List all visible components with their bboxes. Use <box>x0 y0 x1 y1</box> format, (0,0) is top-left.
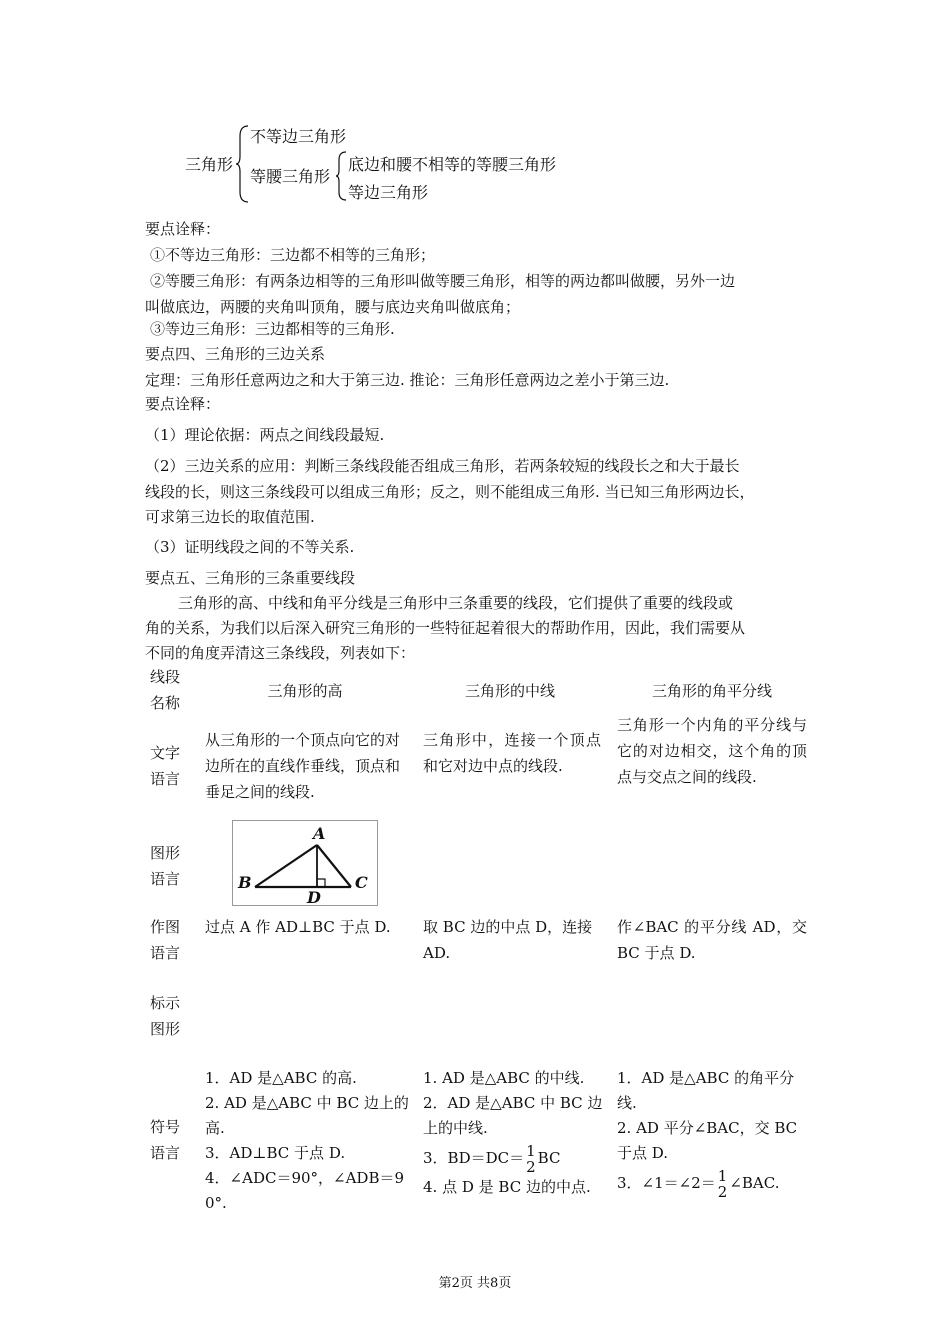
altitude-triangle <box>233 821 379 907</box>
row-construct-label <box>150 914 190 966</box>
right-brace <box>336 150 348 202</box>
section4-p3: （3）证明线段之间的不等关系. <box>145 538 355 556</box>
row-text-altitude: 从三角形的一个顶点向它的对边所在的直线作垂线，顶点和垂足之间的线段. <box>205 731 401 801</box>
header-col-bisector: 三角形的角平分线 <box>651 682 772 700</box>
altitude-symbol-3: 3．AD⊥BC 于点 D. <box>205 1144 346 1162</box>
note-item-2b: 叫做底边，两腰的夹角叫顶角，腰与底边夹角叫做底角； <box>145 298 521 316</box>
median-symbol-3 <box>423 1143 605 1175</box>
classification-isosceles: 等腰三角形 <box>250 167 331 186</box>
altitude-symbol-4: 4．∠ADC＝90°，∠ADB＝90°. <box>205 1169 405 1212</box>
row-figure-label-line2: 语言 <box>150 870 181 888</box>
bisector-fraction-num: 1 <box>717 1167 728 1185</box>
section4-p1: （1）理论依据：两点之间线段最短. <box>145 426 385 444</box>
row-mark-label-line2: 图形 <box>150 1020 181 1038</box>
bisector-symbol-3-pre: 3．∠1＝∠2＝ <box>617 1174 716 1192</box>
note-item-3: ③等边三角形：三边都相等的三角形. <box>150 320 395 338</box>
row-symbol-label-line1: 符号 <box>150 1118 181 1136</box>
classification-iso-sub2: 等边三角形 <box>348 183 429 202</box>
section5-intro3: 不同的角度弄清这三条线段，列表如下： <box>145 644 416 662</box>
row-mark-label <box>150 990 190 1042</box>
row-text-bisector: 三角形一个内角的平分线与它的对边相交，这个角的顶点与交点之间的线段. <box>617 716 807 786</box>
classification-iso-sub1: 底边和腰不相等的等腰三角形 <box>348 155 557 174</box>
vertex-label-d: D <box>307 888 321 907</box>
row-construct-median: 取 BC 边的中点 D，连接 AD. <box>423 918 593 962</box>
header-label <box>150 664 190 716</box>
row-text-label <box>150 740 190 792</box>
median-fraction <box>526 1143 536 1175</box>
note-item-1: ①不等边三角形：三边都不相等的三角形； <box>150 246 436 264</box>
notes-heading: 要点诠释： <box>145 220 221 238</box>
section4-theorem: 定理：三角形任意两边之和大于第三边. 推论：三角形任意两边之差小于第三边. <box>145 371 670 389</box>
median-symbol-3-post: BC <box>537 1149 561 1167</box>
median-symbol-3-pre: 3．BD＝DC＝ <box>423 1149 525 1167</box>
row-symbol-label <box>150 1114 190 1166</box>
row-symbol-median <box>423 1066 605 1200</box>
row-text-median: 三角形中，连接一个顶点和它对边中点的线段. <box>423 731 601 775</box>
left-brace <box>236 124 250 204</box>
section5-title: 要点五、三角形的三条重要线段 <box>145 569 356 587</box>
median-symbol-4: 4. 点 D 是 BC 边的中点. <box>423 1178 591 1196</box>
section5-intro2: 角的关系，为我们以后深入研究三角形的一些特征起着很大的帮助作用，因此，我们需要从 <box>145 619 746 637</box>
classification-root: 三角形 <box>185 155 234 174</box>
altitude-symbol-2: 2. AD 是△ABC 中 BC 边上的高. <box>205 1094 409 1137</box>
vertex-label-b: B <box>238 873 252 892</box>
median-symbol-2: 2．AD 是△ABC 中 BC 边上的中线. <box>423 1094 603 1137</box>
altitude-symbol-1: 1．AD 是△ABC 的高. <box>205 1069 357 1087</box>
section4-p2c: 可求第三边长的取值范围. <box>145 508 315 526</box>
page-footer: 第2页 共8页 <box>438 1276 512 1291</box>
header-col-median: 三角形的中线 <box>464 682 555 700</box>
row-symbol-altitude <box>205 1066 410 1216</box>
row-symbol-label-line2: 语言 <box>150 1144 181 1162</box>
row-construct-label-line1: 作图 <box>150 918 181 936</box>
row-text-label-line1: 文字 <box>150 744 181 762</box>
median-fraction-den: 2 <box>526 1158 536 1176</box>
vertex-label-c: C <box>355 873 368 892</box>
row-symbol-bisector <box>617 1066 807 1200</box>
row-construct-altitude: 过点 A 作 AD⊥BC 于点 D. <box>205 918 391 936</box>
bisector-fraction-den: 2 <box>717 1183 728 1201</box>
row-text-label-line2: 语言 <box>150 770 181 788</box>
median-symbol-1: 1. AD 是△ABC 的中线. <box>423 1069 585 1087</box>
vertex-label-a: A <box>313 824 326 843</box>
row-construct-label-line2: 语言 <box>150 944 181 962</box>
header-label-line1: 线段 <box>150 668 181 686</box>
header-col-altitude: 三角形的高 <box>267 682 343 700</box>
bisector-fraction <box>718 1168 728 1200</box>
section4-p2b: 线段的长，则这三条线段可以组成三角形；反之，则不能组成三角形. 当已知三角形两边长， <box>145 483 755 501</box>
section4-notes-heading: 要点诠释： <box>145 395 221 413</box>
bisector-symbol-3 <box>617 1168 807 1200</box>
bisector-symbol-3-post: ∠BAC. <box>729 1174 780 1192</box>
section4-title: 要点四、三角形的三边关系 <box>145 345 326 363</box>
row-figure-label <box>150 840 190 892</box>
row-construct-bisector: 作∠BAC 的平分线 AD，交 BC 于点 D. <box>617 918 807 962</box>
altitude-figure <box>232 820 378 906</box>
classification-scalene: 不等边三角形 <box>250 127 347 146</box>
section4-p2a: （2）三边关系的应用：判断三条线段能否组成三角形，若两条较短的线段长之和大于最长 <box>145 457 740 475</box>
header-label-line2: 名称 <box>150 694 181 712</box>
bisector-symbol-1: 1．AD 是△ABC 的角平分线. <box>617 1069 795 1112</box>
row-mark-label-line1: 标示 <box>150 994 181 1012</box>
section5-intro1: 三角形的高、中线和角平分线是三角形中三条重要的线段，它们提供了重要的线段或 <box>178 594 734 612</box>
median-fraction-num: 1 <box>526 1142 536 1160</box>
bisector-symbol-2: 2. AD 平分∠BAC，交 BC 于点 D. <box>617 1119 798 1162</box>
row-figure-label-line1: 图形 <box>150 844 181 862</box>
note-item-2a: ②等腰三角形：有两条边相等的三角形叫做等腰三角形，相等的两边都叫做腰，另外一边 <box>150 272 736 290</box>
